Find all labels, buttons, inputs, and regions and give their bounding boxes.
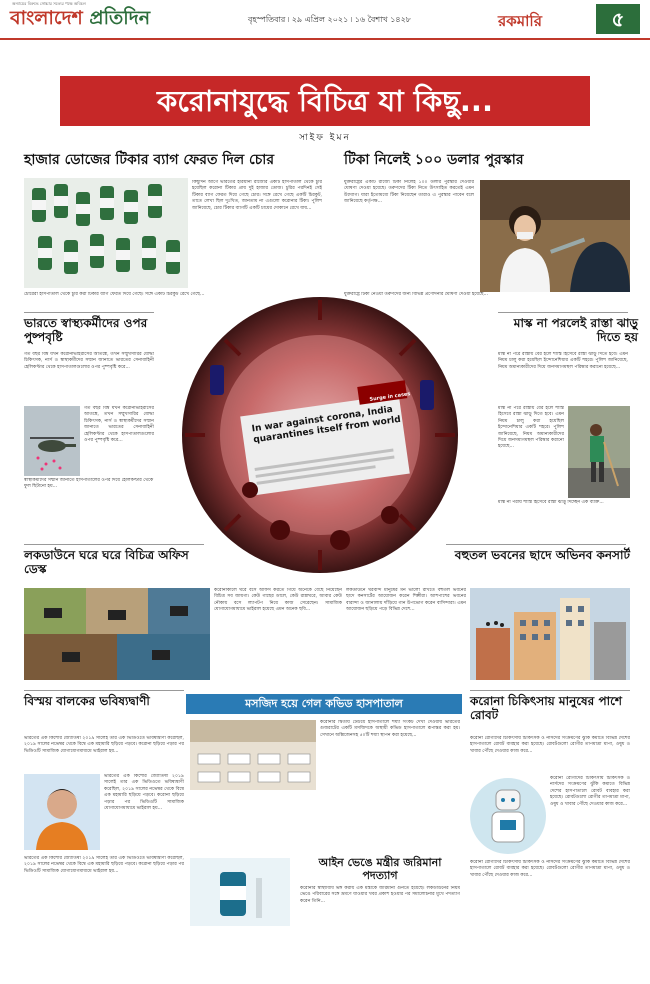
headline-rooftop-concert: বহুতল ভবনের ছাদে অভিনব কনসার্ট <box>454 548 630 562</box>
headline-office-desk: লকডাউনে ঘরে ঘরে বিচিত্র অফিস ডেস্ক <box>24 548 189 577</box>
office-desk-collage <box>24 588 210 680</box>
headline-sweep-roads: মাস্ক না পরলেই রাস্তা ঝাড়ু দিতে হয় <box>513 316 638 345</box>
body-flower-shower: গত বছর বিশ্ব যখন করোনাভাইরাসের আতঙ্কে, তখন সম্মুখসারির যোদ্ধা চিকিৎসক, নার্স ও স্বাস্থ্যকর্মীদের সম্মান জানাতে ভারতের সেনাবাহিনী হেলিকপ্টার থেকে হাসপাতালগুলোর ওপর পুষ্পবৃষ্টি করে... <box>24 352 154 370</box>
helicopter-image <box>24 406 80 476</box>
body-dollar-reward: যুক্তরাষ্ট্রের একটি রাজ্যে টিকা নিলেই ১০০ ডলার পুরস্কার দেওয়ার ঘোষণা দেওয়া হয়েছে। তরুণদের টিকা নিতে উৎসাহিত করতেই এমন উদ্যোগ। যারা ইতোমধ্যে টিকা নিয়েছেন তারাও এ পুরস্কার পাবেন বলে জানিয়েছে কর্তৃপক্ষ... <box>344 180 474 205</box>
headline-dollar-reward: টিকা নিলেই ১০০ ডলার পুরস্কার <box>344 152 524 168</box>
body-sweep-roads: মাস্ক না পরে রাস্তায় বের হলে শাস্তি হিসেবে রাস্তা ঝাড়ু দিতে হবে। এমন নিয়ম চালু করা হয়েছিল ইন্দোনেশিয়ার একটি শহরে। পুলিশ জানিয়েছে, নিয়ম অমান্যকারীদের দিয়ে জনসমাগমস্থল পরিষ্কার করানো হয়েছে... <box>498 352 628 370</box>
photo-minister-fine <box>190 858 290 926</box>
photo-vaccine-vials <box>24 178 188 288</box>
photo-mosque-hospital <box>190 720 316 790</box>
body-prophet-boy: ভারতের এক কিশোর জ্যোতিষী ২০১৯ সালেই তার এক ভিডিওতে ভবিষ্যদ্বাণী করেছিল, ২০১৯ সালের নভেম্বর থেকে বিশ্বে এক মহামারি ছড়িয়ে পড়বে। করোনা ছড়িয়ে পড়ার পর ভিডিওটি সামাজিক যোগাযোগমাধ্যমে ভাইরাল হয়... <box>24 736 184 754</box>
newspaper-logo[interactable] <box>10 4 150 36</box>
page-number: ৫ <box>596 4 640 34</box>
section-name: রকমারি <box>498 12 542 30</box>
body-prophet-boy-3: ভারতের এক কিশোর জ্যোতিষী ২০১৯ সালেই তার এক ভিডিওতে ভবিষ্যদ্বাণী করেছিল, ২০১৯ সালের নভেম্বর থেকে বিশ্বে এক মহামারি ছড়িয়ে পড়বে। করোনা ছড়িয়ে পড়ার পর ভিডিওটি সামাজিক যোগাযোগমাধ্যমে ভাইরাল হয়... <box>24 856 184 874</box>
divider <box>446 544 626 545</box>
headline-minister-fine: আইন ভেঙে মন্ত্রীর জরিমানা পদত্যাগ <box>318 856 442 883</box>
center-illustration <box>150 290 490 580</box>
dateline: বৃহস্পতিবার ৷ ২৯ এপ্রিল ২০২১ ৷ ১৬ বৈশাখ ১৪২৮ <box>248 15 411 24</box>
byline: সাইফ ইমন <box>299 133 351 143</box>
caption-flower-shower: স্বাস্থ্যকর্মীদের সম্মান জানাতে হাসপাতালের ওপর দিয়ে হেলিকপ্টার থেকে ফুল ছিটানো হয়... <box>24 478 154 490</box>
body-office-desk: করোনাকালে ঘরে বসে অফিস করতে গিয়ে অনেকে বেছে নিয়েছেন বিচিত্র সব জায়গা। কেউ গাছের ডালে, কেউ রান্নাঘরে, আবার কেউ নৌকায় বসে ল্যাপটপ নিয়ে কাজ সেরেছেন। সামাজিক যোগাযোগমাধ্যমে ভাইরাল হয়েছে এমন অনেক ছবি... <box>214 588 342 613</box>
photo-prophet-boy <box>24 774 100 850</box>
body-robot-3: করোনা রোগীদের চিকিৎসায় চিকিৎসক ও নার্সদের সংক্রমণের ঝুঁকি কমাতে বিভিন্ন দেশের হাসপাতালে রোবট ব্যবহার করা হয়েছে। রোবটগুলো রোগীর তাপমাত্রা মাপা, ওষুধ ও খাবার পৌঁছে দেওয়ার কাজ করে... <box>470 860 630 878</box>
divider <box>470 690 630 691</box>
caption-sweep-roads: মাস্ক না পরায় শাস্তি হিসেবে রাস্তা ঝাড়ু দিচ্ছেন এক ব্যক্তি... <box>498 500 604 505</box>
newspaper-sticker: Surge in cases <box>369 391 411 403</box>
mosque-hospital-image <box>190 720 316 790</box>
photo-vaccination <box>480 180 630 292</box>
body-vaccine-thief: কিছুদিন আগে ভারতের হরিয়ানা রাজ্যের একটি হাসপাতাল থেকে চুরি হয়েছিল করোনা টিকার প্রায় দুই হাজার ডোজ। চুরির পরদিনই সেই টিকার ব্যাগ ফেরত দিয়ে গেছে চোর। সঙ্গে রেখে গেছে একটি চিরকুট, তাতে লেখা ছিল দুঃখিত, জানতাম না এগুলো করোনার টিকা। পুলিশ জানিয়েছে, চোর টিকার ব্যাগটি একটি চায়ের দোকানে রেখে যায়... <box>192 180 322 211</box>
body-flower-shower-2: গত বছর বিশ্ব যখন করোনাভাইরাসের আতঙ্কে, তখন সম্মুখসারির যোদ্ধা চিকিৎসক, নার্স ও স্বাস্থ্যকর্মীদের সম্মান জানাতে ভারতের সেনাবাহিনী হেলিকপ্টার থেকে হাসপাতালগুলোর ওপর পুষ্পবৃষ্টি করে... <box>84 406 154 444</box>
logo-tagline: অন্যায়ের বিরুদ্ধে সোচ্চার সত্যের পক্ষে অবিচল <box>12 1 86 6</box>
photo-helicopter <box>24 406 80 476</box>
vaccine-syringe-image <box>190 858 290 926</box>
body-prophet-boy-2: ভারতের এক কিশোর জ্যোতিষী ২০১৯ সালেই তার এক ভিডিওতে ভবিষ্যদ্বাণী করেছিল, ২০১৯ সালের নভেম্বর থেকে বিশ্বে এক মহামারি ছড়িয়ে পড়বে। করোনা ছড়িয়ে পড়ার পর ভিডিওটি সামাজিক যোগাযোগমাধ্যমে ভাইরাল হয়... <box>104 774 184 812</box>
logo-sub: প্রতিদিন <box>89 7 151 29</box>
body-minister-fine: করোনার স্বাস্থ্যবিধি ভঙ্গ করায় এক মন্ত্রীকে জরিমানা গুনতে হয়েছে। লকডাউনের নিয়ম ভেঙে পরিবারের সঙ্গে ভ্রমণে যাওয়ার খবর প্রকাশ হওয়ার পর সমালোচনার মুখে পদত্যাগ করেন তিনি... <box>300 886 460 904</box>
caption-vaccine-thief: চোরেরা হাসপাতাল থেকে চুরি করা টিকার ব্যাগ ফেরত দিয়ে গেছে। সঙ্গে একটি চিরকুট রেখে গেছে... <box>24 292 205 297</box>
photo-robot <box>470 776 546 856</box>
body-robot-2: করোনা রোগীদের চিকিৎসায় চিকিৎসক ও নার্সদের সংক্রমণের ঝুঁকি কমাতে বিভিন্ন দেশের হাসপাতালে রোবট ব্যবহার করা হয়েছে। রোবটগুলো রোগীর তাপমাত্রা মাপা, ওষুধ ও খাবার পৌঁছে দেওয়ার কাজ করে... <box>550 776 630 807</box>
vaccine-vials-image <box>24 178 188 288</box>
headline-mosque-hospital: মসজিদ হয়ে গেল কভিড হাসপাতাল <box>186 694 462 714</box>
divider <box>24 544 204 545</box>
robot-image <box>470 776 546 856</box>
divider <box>498 312 628 313</box>
divider <box>24 690 184 691</box>
body-rooftop-concert: লকডাউনে ঘরবন্দি মানুষের মন ভালো রাখতে বহুতল ভবনের ছাদে কনসার্টের আয়োজন করেন শিল্পীরা। আশপাশের ভবনের বারান্দা ও জানালায় দাঁড়িয়ে গান উপভোগ করেন বাসিন্দারা। এমন আয়োজন ছড়িয়ে পড়ে বিভিন্ন দেশে... <box>346 588 466 613</box>
photo-office-desk <box>24 588 210 680</box>
prophet-boy-image <box>24 774 100 850</box>
vaccination-image <box>480 180 630 292</box>
photo-rooftop <box>470 588 630 680</box>
body-mosque-hospital: করোনার দ্বিতীয় ঢেউয়ে হাসপাতালে শয্যা সংকট দেখা দেওয়ায় ভারতের গুজরাটের একটি মসজিদকে অস্থায়ী কভিড হাসপাতালে রূপান্তর করা হয়। সেখানে অক্সিজেনসহ ৫০টি শয্যা স্থাপন করা হয়েছে... <box>320 720 460 738</box>
caption-dollar-reward: যুক্তরাষ্ট্রে টিকা নেওয়া তরুণদের জন্য বিভিন্ন প্রণোদনার ঘোষণা দেওয়া হয়েছে... <box>344 292 488 297</box>
photo-sweeping <box>568 406 630 498</box>
logo-main: বাংলাদেশ <box>10 7 83 29</box>
sweeping-image <box>568 406 630 498</box>
headline-robot: করোনা চিকিৎসায় মানুষের পাশে রোবট <box>470 694 622 723</box>
headline-vaccine-thief: হাজার ডোজের টিকার ব্যাগ ফেরত দিল চোর <box>24 152 275 168</box>
newspaper-headline: In war against corona, India quarantines itself from world <box>251 404 402 446</box>
headline-prophet-boy: বিস্ময় বালকের ভবিষ্যদ্বাণী <box>24 694 150 708</box>
body-sweep-roads-2: মাস্ক না পরে রাস্তায় বের হলে শাস্তি হিসেবে রাস্তা ঝাড়ু দিতে হবে। এমন নিয়ম চালু করা হয়েছিল ইন্দোনেশিয়ার একটি শহরে। পুলিশ জানিয়েছে, নিয়ম অমান্যকারীদের দিয়ে জনসমাগমস্থল পরিষ্কার করানো হয়েছে... <box>498 406 564 450</box>
headline-flower-shower: ভারতে স্বাস্থ্যকর্মীদের ওপর পুষ্পবৃষ্টি <box>24 316 148 345</box>
rooftop-concert-image <box>470 588 630 680</box>
feature-title: করোনাযুদ্ধে বিচিত্র যা কিছু... <box>60 76 590 126</box>
body-robot: করোনা রোগীদের চিকিৎসায় চিকিৎসক ও নার্সদের সংক্রমণের ঝুঁকি কমাতে বিভিন্ন দেশের হাসপাতালে রোবট ব্যবহার করা হয়েছে। রোবটগুলো রোগীর তাপমাত্রা মাপা, ওষুধ ও খাবার পৌঁছে দেওয়ার কাজ করে... <box>470 736 630 754</box>
divider <box>24 312 154 313</box>
masthead <box>0 0 650 40</box>
